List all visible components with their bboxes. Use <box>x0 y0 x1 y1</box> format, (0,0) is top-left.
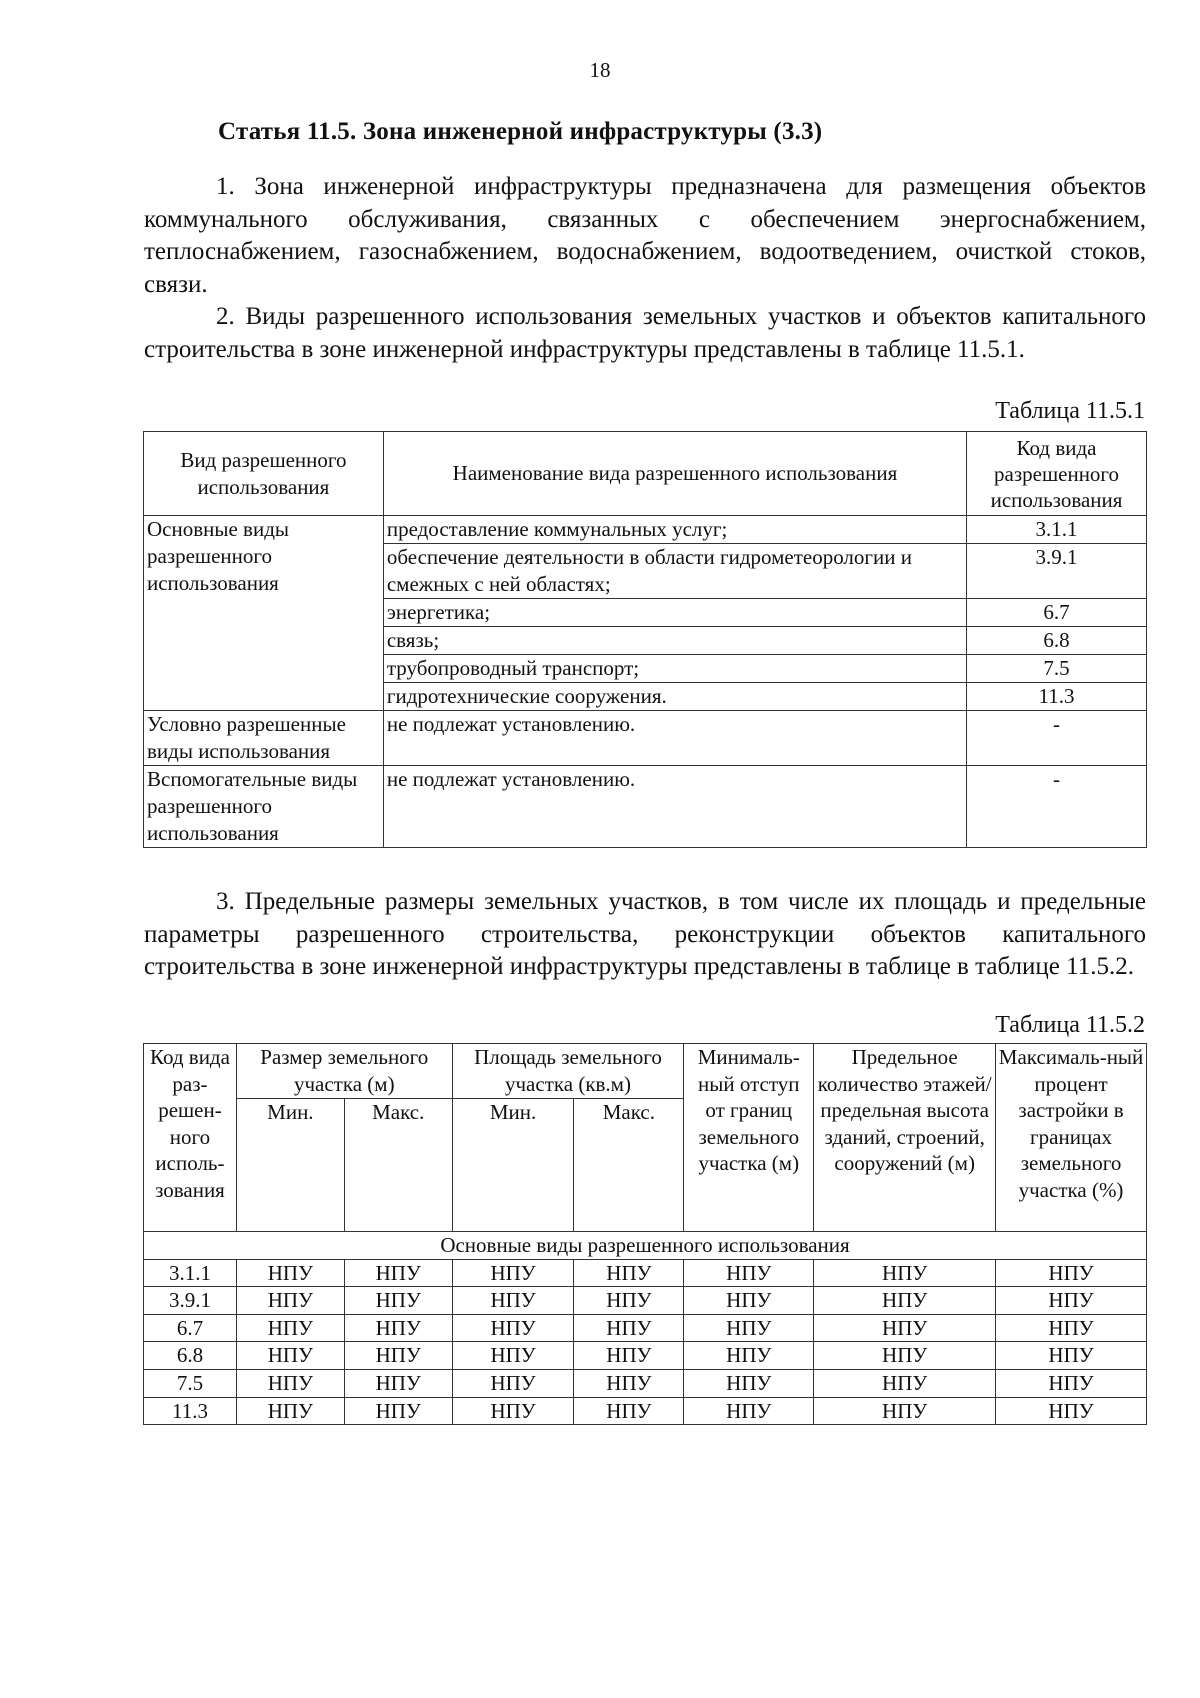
paragraph-1: 1. Зона инженерной инфраструктуры предназначена для размещения объектов коммунального обслуживания, связанных с обеспечением энергоснабжением, теплоснабжением, газоснабжением, водоснабжением, водоотведением, очисткой стоков, связи. <box>144 173 1146 298</box>
row-code: 7.5 <box>967 655 1147 683</box>
cell: НПУ <box>814 1369 996 1397</box>
page-number: 18 <box>589 58 611 82</box>
table-row <box>144 1287 1147 1315</box>
cell: НПУ <box>452 1369 574 1397</box>
row-code: - <box>967 711 1147 766</box>
row-name: обеспечение деятельности в области гидрометеорологии и смежных с ней областях; <box>383 544 966 599</box>
group-conditional-label: Условно разрешенные виды использования <box>144 711 384 766</box>
cell: НПУ <box>996 1314 1147 1342</box>
table-row <box>144 766 1147 848</box>
cell: НПУ <box>684 1287 814 1315</box>
table-2 <box>143 1043 1147 1425</box>
table-row <box>144 1259 1147 1287</box>
cell: НПУ <box>814 1314 996 1342</box>
table-2-header-row <box>144 1044 1147 1099</box>
cell: 6.8 <box>144 1342 237 1370</box>
cell: НПУ <box>996 1397 1147 1425</box>
table-row <box>144 1369 1147 1397</box>
table-1-caption: Таблица 11.5.1 <box>995 398 1145 424</box>
cell: НПУ <box>684 1369 814 1397</box>
cell: 7.5 <box>144 1369 237 1397</box>
section-row <box>144 1232 1147 1260</box>
header-percent: Максималь-ный процент застройки в границах земельного участка (%) <box>996 1044 1147 1232</box>
row-name: энергетика; <box>383 599 966 627</box>
table-row <box>144 516 1147 544</box>
header-size-min: Мин. <box>236 1099 344 1232</box>
row-code: 11.3 <box>967 683 1147 711</box>
cell: 11.3 <box>144 1397 237 1425</box>
cell: НПУ <box>236 1259 344 1287</box>
cell: НПУ <box>452 1397 574 1425</box>
cell: НПУ <box>814 1397 996 1425</box>
row-code: 6.8 <box>967 627 1147 655</box>
cell: НПУ <box>574 1259 684 1287</box>
cell: НПУ <box>344 1342 452 1370</box>
cell: НПУ <box>814 1259 996 1287</box>
cell: НПУ <box>452 1314 574 1342</box>
cell: НПУ <box>574 1397 684 1425</box>
cell: НПУ <box>574 1287 684 1315</box>
header-code: Код вида раз-решен-ного исполь-зования <box>144 1044 237 1232</box>
table-row <box>144 711 1147 766</box>
cell: НПУ <box>236 1342 344 1370</box>
table-1 <box>143 431 1147 848</box>
row-name: предоставление коммунальных услуг; <box>383 516 966 544</box>
table-row <box>144 1342 1147 1370</box>
cell: НПУ <box>574 1369 684 1397</box>
cell: НПУ <box>814 1287 996 1315</box>
cell: НПУ <box>996 1369 1147 1397</box>
article-title: Статья 11.5. Зона инженерной инфраструктуры (3.3) <box>218 118 823 145</box>
group-main-label: Основные виды разрешенного использования <box>144 516 384 711</box>
header-size-max: Макс. <box>344 1099 452 1232</box>
header-floors: Предельное количество этажей/ предельная высота зданий, строений, сооружений (м) <box>814 1044 996 1232</box>
row-code: 3.1.1 <box>967 516 1147 544</box>
cell: НПУ <box>344 1287 452 1315</box>
row-code: 3.9.1 <box>967 544 1147 599</box>
row-name: не подлежат установлению. <box>383 766 966 848</box>
cell: НПУ <box>996 1342 1147 1370</box>
cell: НПУ <box>452 1287 574 1315</box>
header-indent: Минималь-ный отступ от границ земельного участка (м) <box>684 1044 814 1232</box>
section-label: Основные виды разрешенного использования <box>144 1232 1147 1260</box>
paragraph-3: 3. Предельные размеры земельных участков, в том числе их площадь и предельные параметры разрешенного строительства, реконструкции объектов капитального строительства в зоне инженерной инфраструктуры представлены в таблице в таблице 11.5.2. <box>144 888 1146 980</box>
cell: НПУ <box>452 1342 574 1370</box>
cell: НПУ <box>452 1259 574 1287</box>
row-code: - <box>967 766 1147 848</box>
header-area-min: Мин. <box>452 1099 574 1232</box>
cell: НПУ <box>344 1314 452 1342</box>
table-row <box>144 1314 1147 1342</box>
cell: НПУ <box>574 1342 684 1370</box>
row-name: трубопроводный транспорт; <box>383 655 966 683</box>
cell: НПУ <box>996 1259 1147 1287</box>
table-2-caption: Таблица 11.5.2 <box>995 1012 1145 1038</box>
row-code: 6.7 <box>967 599 1147 627</box>
cell: НПУ <box>344 1397 452 1425</box>
header-plot-size: Размер земельного участка (м) <box>236 1044 452 1099</box>
cell: НПУ <box>684 1397 814 1425</box>
cell: НПУ <box>574 1314 684 1342</box>
cell: НПУ <box>236 1397 344 1425</box>
table-1-header-row <box>144 432 1147 516</box>
cell: НПУ <box>344 1259 452 1287</box>
cell: 3.1.1 <box>144 1259 237 1287</box>
cell: НПУ <box>236 1287 344 1315</box>
cell: НПУ <box>684 1342 814 1370</box>
cell: НПУ <box>344 1369 452 1397</box>
table-row <box>144 1397 1147 1425</box>
group-auxiliary-label: Вспомогательные виды разрешенного использования <box>144 766 384 848</box>
paragraph-2: 2. Виды разрешенного использования земельных участков и объектов капитального строительства в зоне инженерной инфраструктуры представлены в таблице 11.5.1. <box>144 303 1146 363</box>
table-1-header-code: Код вида разрешенного использования <box>967 432 1147 516</box>
row-name: связь; <box>383 627 966 655</box>
table-1-header-type: Вид разрешенного использования <box>144 432 384 516</box>
row-name: гидротехнические сооружения. <box>383 683 966 711</box>
row-name: не подлежат установлению. <box>383 711 966 766</box>
cell: НПУ <box>996 1287 1147 1315</box>
cell: НПУ <box>814 1342 996 1370</box>
table-1-header-name: Наименование вида разрешенного использования <box>383 432 966 516</box>
header-plot-area: Площадь земельного участка (кв.м) <box>452 1044 684 1099</box>
cell: 3.9.1 <box>144 1287 237 1315</box>
cell: НПУ <box>236 1369 344 1397</box>
cell: НПУ <box>236 1314 344 1342</box>
header-area-max: Макс. <box>574 1099 684 1232</box>
cell: НПУ <box>684 1314 814 1342</box>
cell: 6.7 <box>144 1314 237 1342</box>
cell: НПУ <box>684 1259 814 1287</box>
